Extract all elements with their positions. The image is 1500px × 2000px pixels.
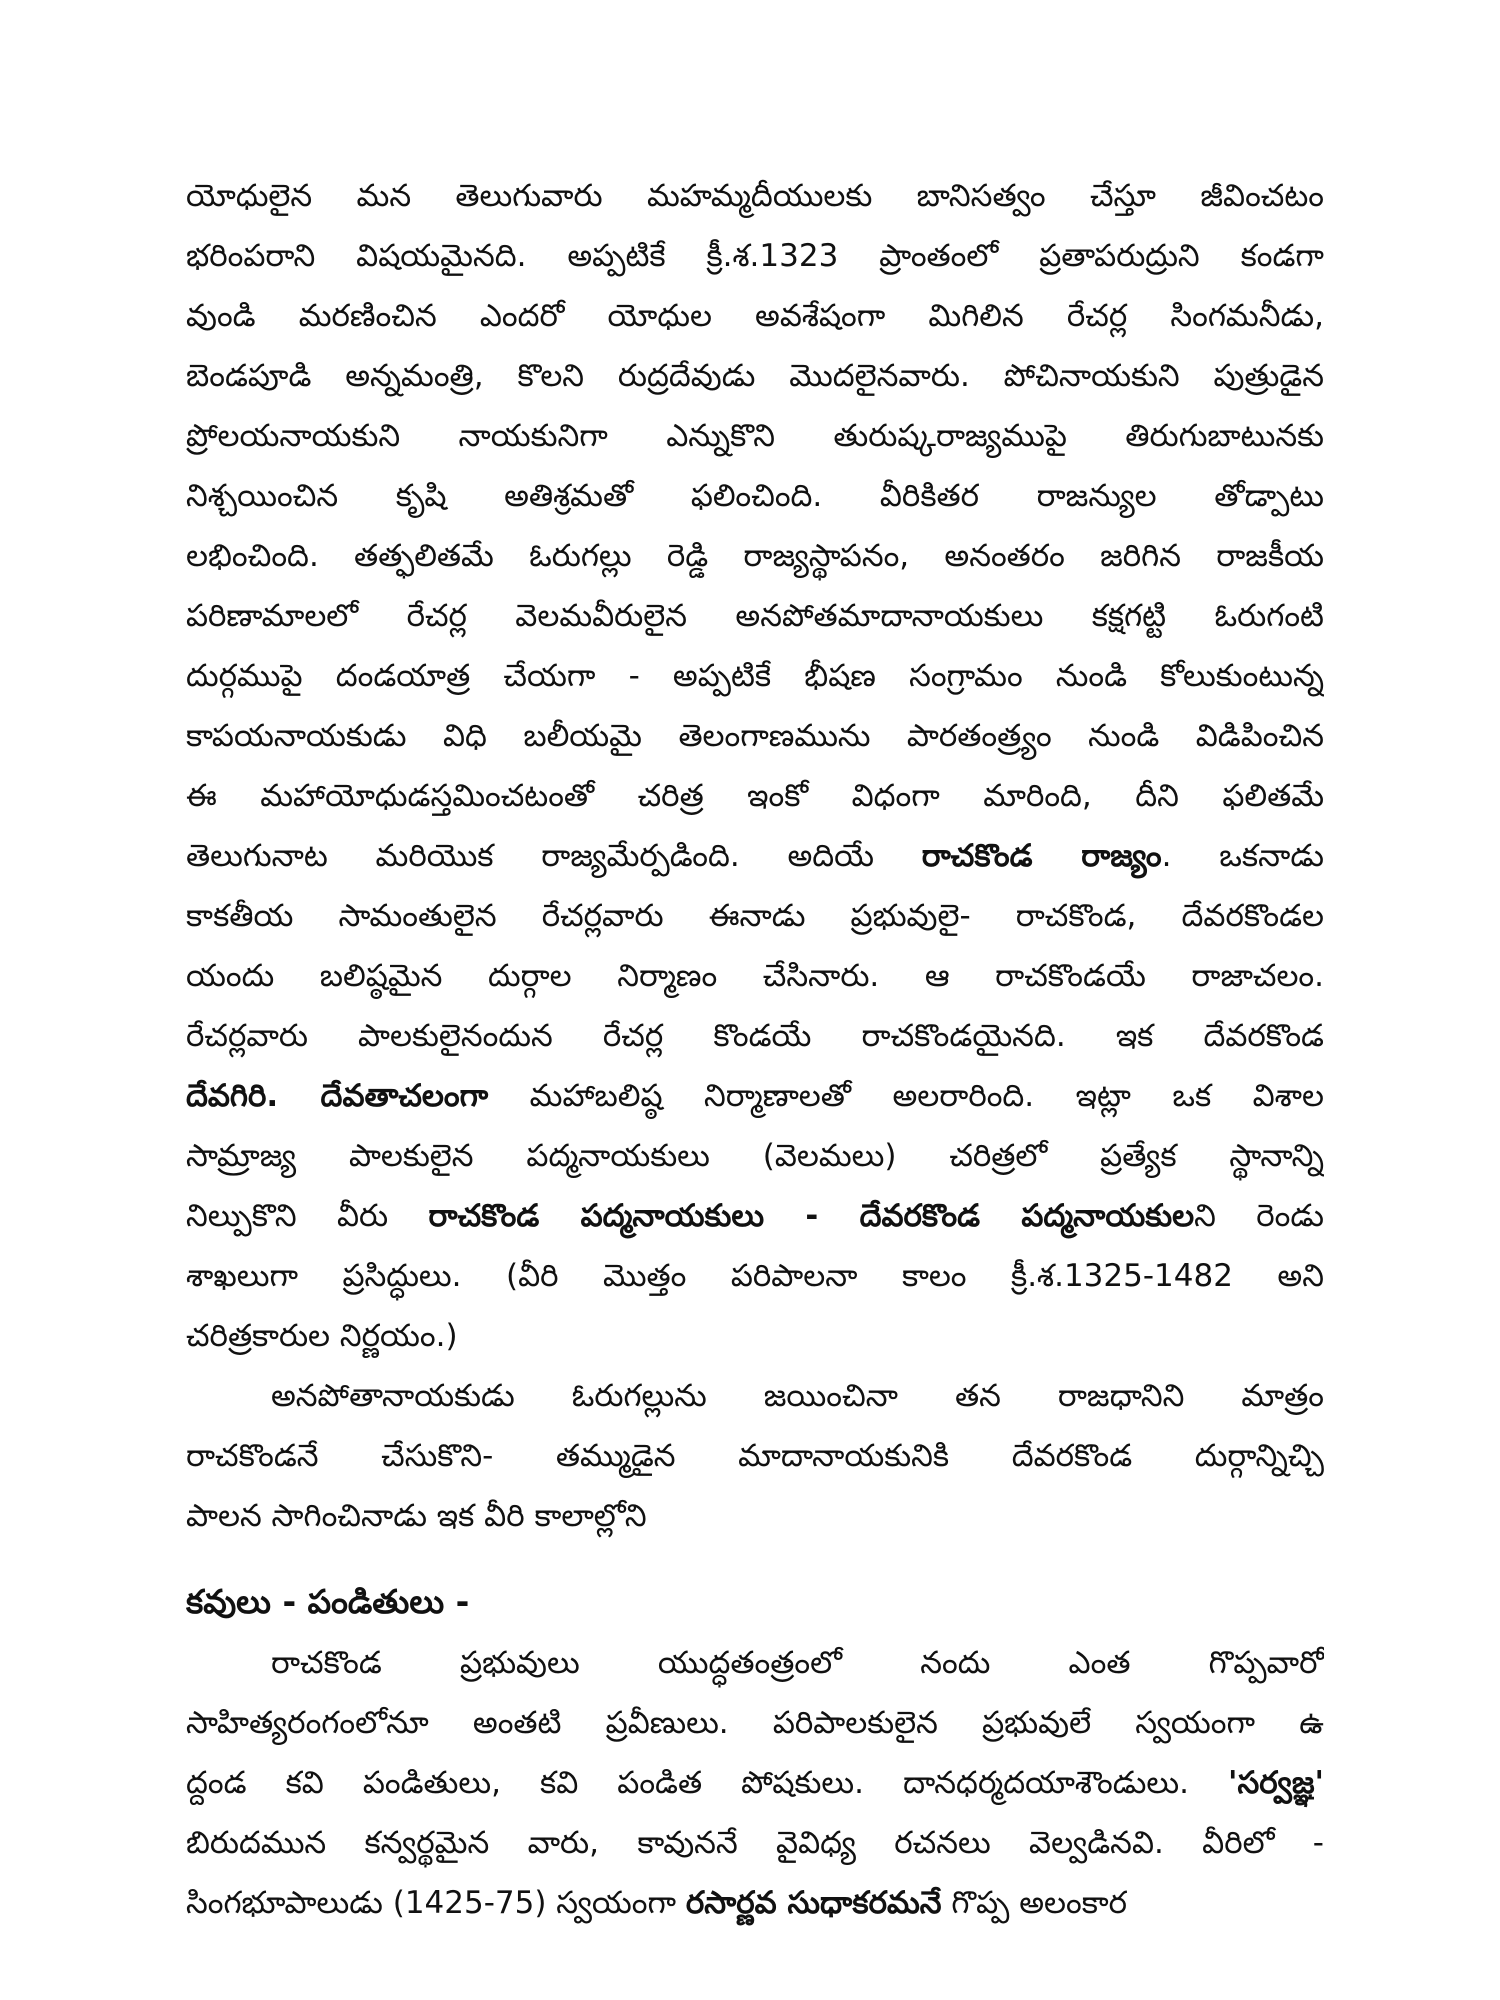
text-line <box>186 1693 1324 1753</box>
bold-text: 'సర్వజ్ఞ' <box>1228 1765 1324 1801</box>
text-line <box>186 886 1324 946</box>
text-line <box>186 1126 1324 1186</box>
text-line <box>186 706 1324 766</box>
text-segment: భరింపరాని విషయమైనది. అప్పటికే క్రీ.శ.1323 ప్రాంతంలో ప్రతాపరుద్రుని కండగా <box>186 238 1324 274</box>
text-segment: సింగభూపాలుడు (1425-75) స్వయంగా <box>186 1885 686 1921</box>
text-segment: వుండి మరణించిన ఎందరో యోధుల అవశేషంగా మిగిలిన రేచర్ల సింగమనీడు, <box>186 298 1324 334</box>
text-line <box>186 346 1324 406</box>
bold-text: రాచకొండ రాజ్యం <box>921 838 1162 874</box>
text-line <box>186 466 1324 526</box>
text-segment: రేచర్లవారు పాలకులైనందున రేచర్ల కొండయే రాచకొండయైనది. ఇక దేవరకొండ <box>186 1018 1324 1054</box>
text-line <box>186 166 1324 226</box>
text-segment: పాలన సాగించినాడు ఇక వీరి కాలాల్లోని <box>186 1498 647 1534</box>
text-segment: నిల్పుకొని వీరు <box>186 1198 429 1234</box>
text-segment: యోధులైన మన తెలుగువారు మహమ్మదీయులకు బానిసత్వం చేస్తూ జీవించటం <box>186 178 1324 214</box>
text-line <box>186 1186 1324 1246</box>
text-segment: నిశ్చయించిన కృషి అతిశ్రమతో ఫలించింది. వీరికితర రాజన్యుల తోడ్పాటు <box>186 478 1324 514</box>
text-line <box>186 1633 1324 1693</box>
text-segment: . ఒకనాడు <box>1161 838 1324 874</box>
text-segment: సామ్రాజ్య పాలకులైన పద్మనాయకులు (వెలమలు) చరిత్రలో ప్రత్యేక స్థానాన్ని <box>186 1138 1324 1174</box>
text-segment: చరిత్రకారుల నిర్ణయం.) <box>186 1318 458 1354</box>
text-line <box>186 1813 1324 1873</box>
paragraph-poets <box>186 1633 1324 1933</box>
text-segment: కాపయనాయకుడు విధి బలీయమై తెలంగాణమును పారతంత్ర్యం నుండి విడిపించిన <box>186 718 1324 754</box>
text-segment: రాచకొండనే చేసుకొని- తమ్ముడైన మాదానాయకునికి దేవరకొండ దుర్గాన్నిచ్చి <box>186 1438 1324 1474</box>
paragraph-rachakonda-history <box>186 166 1324 1366</box>
text-line <box>186 1753 1324 1813</box>
text-line <box>186 1426 1324 1486</box>
text-segment: బెండపూడి అన్నమంత్రి, కొలని రుద్రదేవుడు మొదలైనవారు. పోచినాయకుని పుత్రుడైన <box>186 358 1324 394</box>
bold-text: దేవగిరి. దేవతాచలంగా <box>186 1078 489 1114</box>
text-line <box>186 286 1324 346</box>
section-heading-poets-scholars: కవులు - పండితులు - <box>186 1582 470 1621</box>
text-segment: యందు బలిష్ఠమైన దుర్గాల నిర్మాణం చేసినారు. ఆ రాచకొండయే రాజాచలం. <box>186 958 1324 994</box>
bold-text: రసార్ణవ సుధాకరమనే <box>685 1885 942 1921</box>
text-segment: తెలుగునాట మరియొక రాజ్యమేర్పడింది. అదియే <box>186 838 922 874</box>
text-line <box>186 226 1324 286</box>
text-line <box>186 1366 1324 1426</box>
text-segment: ఈ మహాయోధుడస్తమించటంతో చరిత్ర ఇంకో విధంగా మారింది, దీని ఫలితమే <box>186 778 1324 814</box>
text-line <box>186 1066 1324 1126</box>
text-line <box>186 826 1324 886</box>
text-line <box>186 586 1324 646</box>
text-segment: అనపోతానాయకుడు ఓరుగల్లును జయించినా తన రాజధానిని మాత్రం <box>271 1378 1324 1414</box>
bold-text: రాచకొండ పద్మనాయకులు - దేవరకొండ పద్మనాయకుల <box>428 1198 1195 1234</box>
text-segment: దుర్గముపై దండయాత్ర చేయగా - అప్పటికే భీషణ సంగ్రామం నుండి కోలుకుంటున్న <box>186 658 1324 694</box>
text-segment: పరిణామాలలో రేచర్ల వెలమవీరులైన అనపోతమాదానాయకులు కక్షగట్టి ఓరుగంటి <box>186 598 1324 634</box>
text-segment: శాఖలుగా ప్రసిద్ధులు. (వీరి మొత్తం పరిపాలనా కాలం క్రీ.శ.1325-1482 అని <box>186 1258 1324 1294</box>
text-line <box>186 766 1324 826</box>
text-line <box>186 526 1324 586</box>
text-segment: మహాబలిష్ఠ నిర్మాణాలతో అలరారింది. ఇట్లా ఒక విశాల <box>488 1078 1324 1114</box>
text-segment: సాహిత్యరంగంలోనూ అంతటి ప్రవీణులు. పరిపాలకులైన ప్రభువులే స్వయంగా ఉ <box>186 1705 1324 1741</box>
text-line <box>186 946 1324 1006</box>
text-line <box>186 1006 1324 1066</box>
text-line <box>186 1246 1324 1306</box>
text-segment: బిరుదమున కన్వర్థమైన వారు, కావుననే వైవిధ్య రచనలు వెల్వడినవి. వీరిలో - <box>186 1825 1324 1861</box>
paragraph-anapota <box>186 1366 1324 1546</box>
text-segment: ని రెండు <box>1194 1198 1324 1234</box>
text-segment: ప్రోలయనాయకుని నాయకునిగా ఎన్నుకొని తురుష్కరాజ్యముపై తిరుగుబాటునకు <box>186 418 1324 454</box>
text-line <box>186 1873 1324 1933</box>
text-line <box>186 1306 1324 1366</box>
text-line <box>186 646 1324 706</box>
text-segment: లభించింది. తత్ఫలితమే ఓరుగల్లు రెడ్డి రాజ్యస్థాపనం, అనంతరం జరిగిన రాజకీయ <box>186 538 1324 574</box>
text-line <box>186 1486 1324 1546</box>
text-segment: కాకతీయ సామంతులైన రేచర్లవారు ఈనాడు ప్రభువులై- రాచకొండ, దేవరకొండల <box>186 898 1324 934</box>
text-segment: ద్దండ కవి పండితులు, కవి పండిత పోషకులు. దానధర్మదయాశౌండులు. <box>186 1765 1228 1801</box>
text-line <box>186 406 1324 466</box>
text-segment: రాచకొండ ప్రభువులు యుద్ధతంత్రంలో నందు ఎంత గొప్పవారో <box>271 1645 1324 1681</box>
text-segment: గొప్ప అలంకార <box>941 1885 1127 1921</box>
